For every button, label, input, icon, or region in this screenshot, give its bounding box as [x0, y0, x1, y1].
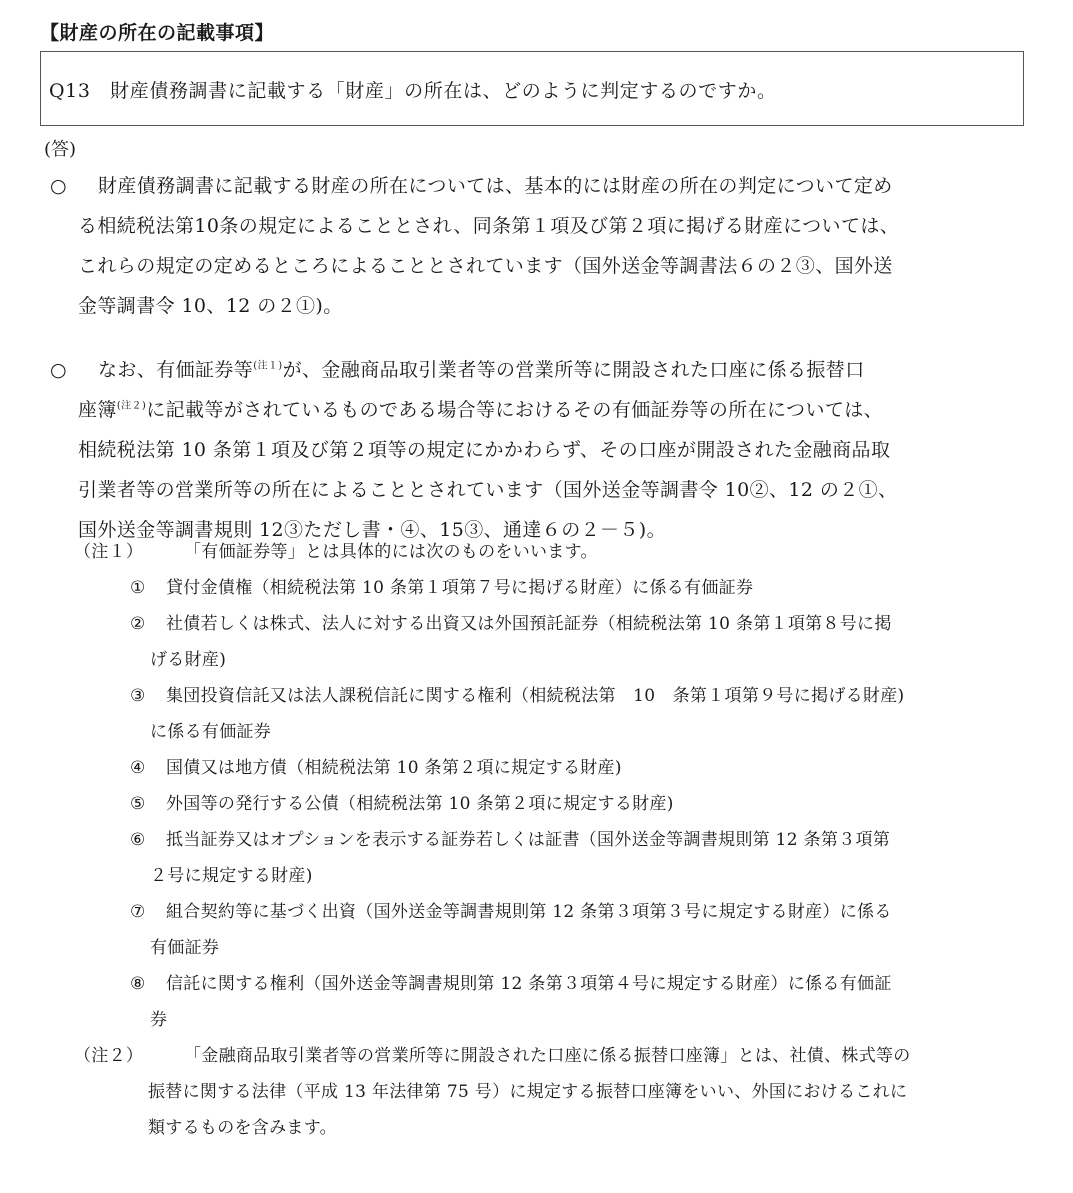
- item-text: 社債若しくは株式、法人に対する出資又は外国預託証券（相続税法第 10 条第１項第８号に掲: [166, 614, 892, 634]
- item-continuation: げる財産): [150, 650, 227, 670]
- note-1-intro: 「有価証券等」とは具体的には次のものをいいます。: [184, 542, 598, 562]
- note-2-reference: (注２): [116, 400, 147, 412]
- item-continuation: 券: [150, 1010, 168, 1030]
- item-text: 集団投資信託又は法人課税信託に関する権利（相続税法第 10 条第１項第９号に掲げる財産): [166, 686, 905, 706]
- note-item: [74, 678, 1034, 714]
- paragraph-text: 財産債務調書に記載する財産の所在については、基本的には財産の所在の判定について定め: [98, 175, 893, 197]
- paragraph-text: に記載等がされているものである場合等におけるその有価証券等の所在については、: [146, 399, 884, 421]
- note-2-text: 「金融商品取引業者等の営業所等に開設された口座に係る振替口座簿」とは、社債、株式等の: [184, 1046, 911, 1066]
- note-item: [74, 570, 1034, 606]
- note-2-continuation: 振替に関する法律（平成 13 年法律第 75 号）に規定する振替口座簿をいい、外国におけるこれに: [148, 1082, 908, 1102]
- note-item: [74, 894, 1034, 930]
- bullet-mark: ○: [50, 175, 67, 197]
- note-item: [74, 606, 1034, 642]
- question-text: Q13 財産債務調書に記載する「財産」の所在は、どのように判定するのですか。: [49, 80, 777, 102]
- note-item: [74, 966, 1034, 1002]
- paragraph-text: が、金融商品取引業者等の営業所等に開設された口座に係る振替口: [282, 359, 865, 381]
- item-text: 組合契約等に基づく出資（国外送金等調書規則第 12 条第３項第３号に規定する財産）に係る: [166, 902, 892, 922]
- note-2-heading-line: [74, 1038, 1034, 1074]
- answer-paragraph-1: [50, 166, 1025, 326]
- paragraph-line: 金等調書令 10、12 の２①)。: [78, 295, 343, 317]
- note-item: [74, 750, 1034, 786]
- item-text: 外国等の発行する公債（相続税法第 10 条第２項に規定する財産): [166, 794, 674, 814]
- note-1-label: （注１）: [74, 542, 144, 562]
- notes-section: [74, 534, 1034, 1146]
- item-text: 信託に関する権利（国外送金等調書規則第 12 条第３項第４号に規定する財産）に係る有価証: [166, 974, 892, 994]
- item-text: 貸付金債権（相続税法第 10 条第１項第７号に掲げる財産）に係る有価証券: [166, 578, 754, 598]
- note-item: [74, 822, 1034, 858]
- item-number: ①: [130, 578, 146, 598]
- item-number: ⑥: [130, 830, 146, 850]
- item-continuation: ２号に規定する財産): [150, 866, 313, 886]
- item-text: 国債又は地方債（相続税法第 10 条第２項に規定する財産): [166, 758, 622, 778]
- answer-paragraph-2: [50, 350, 1025, 550]
- paragraph-line: る相続税法第10条の規定によることとされ、同条第１項及び第２項に掲げる財産については、: [78, 215, 900, 237]
- item-number: ⑧: [130, 974, 146, 994]
- note-1-reference: (注１): [253, 360, 283, 372]
- section-title: 【財産の所在の記載事項】: [40, 22, 275, 44]
- paragraph-text: 座簿: [78, 399, 117, 421]
- paragraph-line: 引業者等の営業所等の所在によることとされています（国外送金等調書令 10②、12 の２①、: [78, 479, 898, 501]
- bullet-mark: ○: [50, 359, 67, 381]
- paragraph-line: 相続税法第 10 条第１項及び第２項等の規定にかかわらず、その口座が開設された金融商品取: [78, 439, 891, 461]
- paragraph-line: [50, 390, 1025, 430]
- note-item: [74, 786, 1034, 822]
- answer-label: (答): [44, 139, 77, 160]
- note-2-label: （注２）: [74, 1046, 144, 1066]
- paragraph-line: [50, 166, 1025, 206]
- item-number: ③: [130, 686, 146, 706]
- item-continuation: 有価証券: [150, 938, 220, 958]
- paragraph-line: [50, 350, 1025, 390]
- item-number: ⑤: [130, 794, 146, 814]
- item-number: ⑦: [130, 902, 146, 922]
- paragraph-line: 国外送金等調書規則 12③ただし書・④、15③、通達６の２－５)。: [78, 519, 667, 541]
- item-number: ④: [130, 758, 146, 778]
- note-2-continuation: 類するものを含みます。: [148, 1118, 337, 1138]
- note-1-heading-line: [74, 534, 1034, 570]
- item-number: ②: [130, 614, 146, 634]
- item-text: 抵当証券又はオプションを表示する証券若しくは証書（国外送金等調書規則第 12 条第３項第: [166, 830, 891, 850]
- paragraph-text: なお、有価証券等: [98, 359, 254, 381]
- question-box: [40, 51, 1024, 126]
- paragraph-line: これらの規定の定めるところによることとされています（国外送金等調書法６の２③、国外送: [78, 255, 893, 277]
- item-continuation: に係る有価証券: [150, 722, 272, 742]
